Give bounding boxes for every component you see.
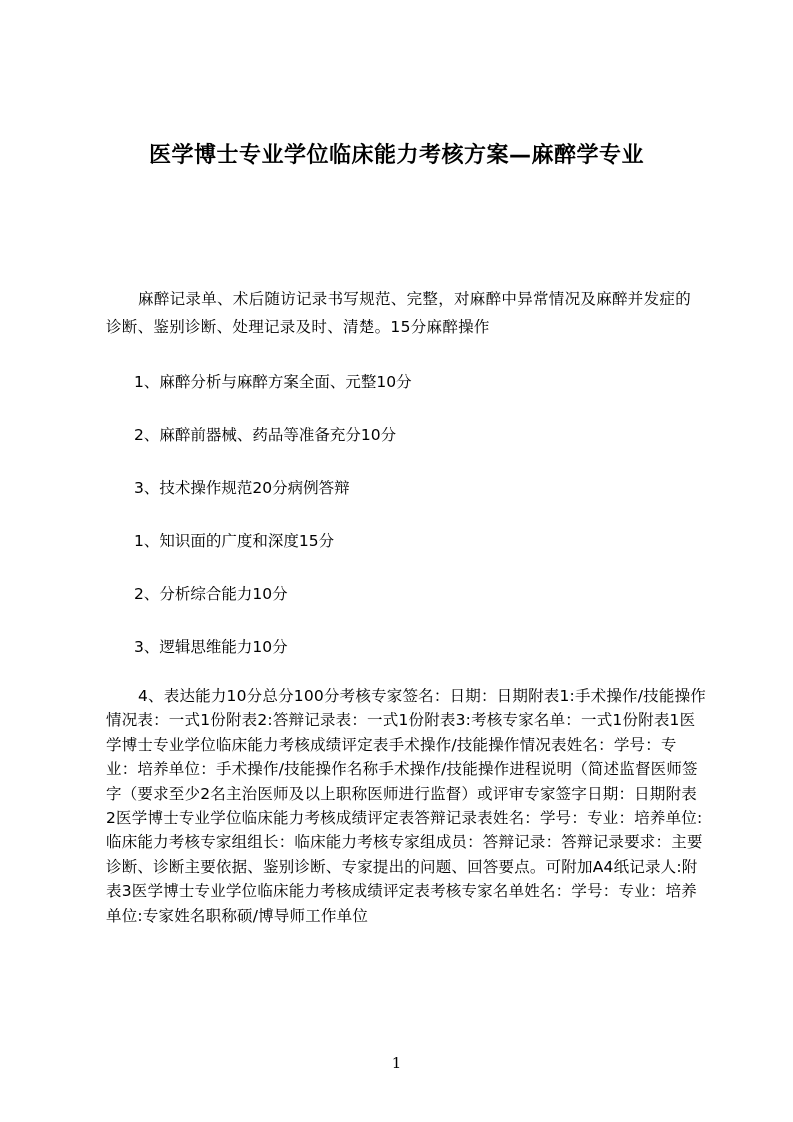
intro-paragraph: 麻醉记录单、术后随访记录书写规范、完整，对麻醉中异常情况及麻醉并发症的诊断、鉴别诊断、处理记录及时、清楚。15分麻醉操作 <box>106 290 692 336</box>
page-title: 医学博士专业学位临床能力考核方案—麻醉学专业 <box>148 143 644 168</box>
page-number: 1 <box>391 1054 402 1072</box>
list-item: 1、知识面的广度和深度15分 <box>134 532 335 550</box>
list-item: 2、分析综合能力10分 <box>134 585 288 603</box>
list-item: 3、技术操作规范20分病例答辩 <box>134 479 350 497</box>
list-item: 1、麻醉分析与麻醉方案全面、元整10分 <box>134 373 412 391</box>
list-item: 3、逻辑思维能力10分 <box>134 638 288 656</box>
list-item: 2、麻醉前器械、药品等准备充分10分 <box>134 426 397 444</box>
assessment-details-paragraph: 4、表达能力10分总分100分考核专家签名：日期：日期附表1:手术操作/技能操作情况表：一式1份附表2:答辩记录表：一式1份附表3:考核专家名单：一式1份附表1医学博士专业学位临床能力考核成绩评定表手术操作/技能操作情况表姓名：学号：专业：培养单位：手术操作/技能操作名称手术操作/技能操作进程说明（简述监督医师签字（要求至少2名主治医师及以上职称医师进行监督）或评审专家签字日期：日期附表2医学博士专业学位临床能力考核成绩评定表答辩记录表姓名：学号：专业：培养单位:临床能力考核专家组组长：临床能力考核专家组成员：答辩记录：答辩记录要求：主要诊断、诊断主要依据、鉴别诊断、专家提出的问题、回答要点。可附加A4纸记录人:附表3医学博士专业学位临床能力考核成绩评定表考核专家名单姓名：学号：专业：培养单位:专家姓名职称硕/博导师工作单位 <box>106 687 706 925</box>
